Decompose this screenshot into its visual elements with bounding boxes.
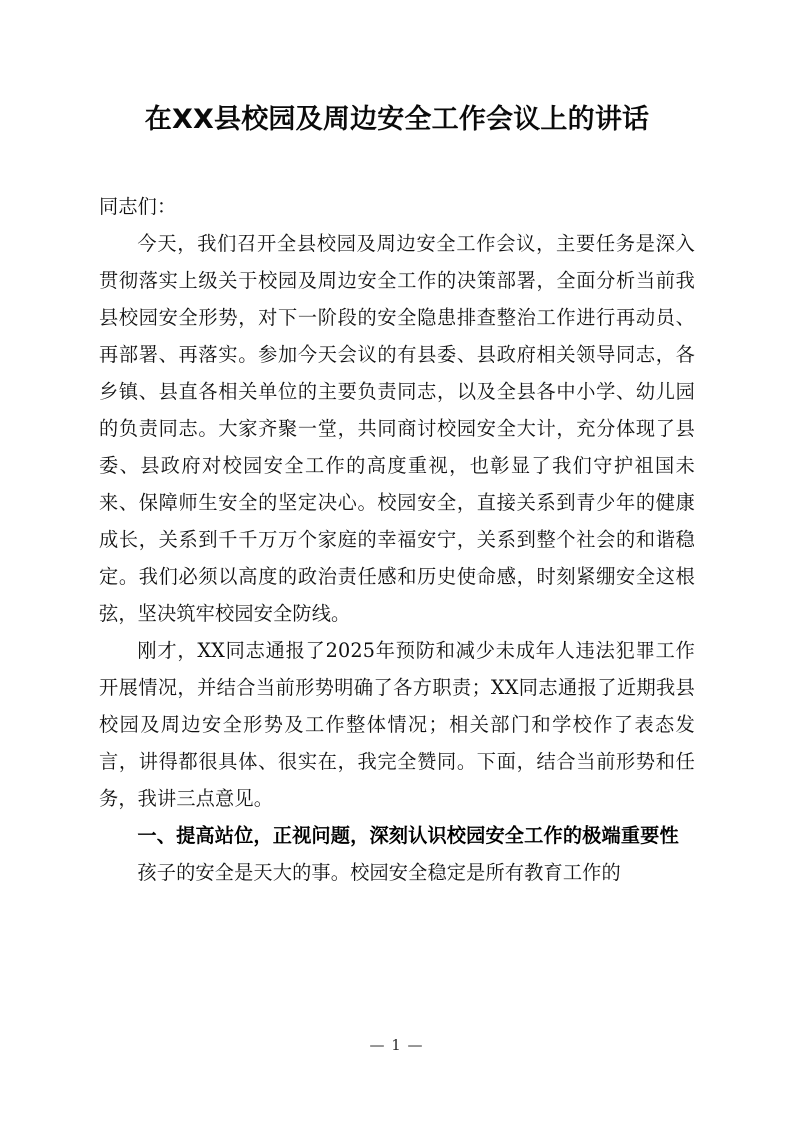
body-paragraph-3: 孩子的安全是天大的事。校园安全稳定是所有教育工作的 <box>137 861 621 884</box>
body-paragraph-1: 今天，我们召开全县校园及周边安全工作会议，主要任务是深入贯彻落实上级关于校园及周边安全工作的决策部署，全面分析当前我县校园安全形势，对下一阶段的安全隐患排查整治工作进行再动员、再部署、再落实。参加今天会议的有县委、县政府相关领导同志，各乡镇、县直各相关单位的主要负责同志，以及全县各中小学、幼儿园的负责同志。大家齐聚一堂，共同商讨校园安全大计，充分体现了县委、县政府对校园安全工作的高度重视，也彰显了我们守护祖国未来、保障师生安全的坚定决心。校园安全，直接关系到青少年的健康成长，关系到千千万万个家庭的幸福安宁，关系到整个社会的和谐稳定。我们必须以高度的政治责任感和历史使命感，时刻紧绷安全这根弦，坚决筑牢校园安全防线。 <box>99 232 695 625</box>
salutation: 同志们： <box>99 195 177 218</box>
title-spacer <box>99 142 695 188</box>
section-heading-1: 一、提高站位，正视问题，深刻认识校园安全工作的极端重要性 <box>137 824 679 847</box>
document-body <box>99 100 695 1020</box>
page-number-footer: — 1 — <box>369 1036 424 1054</box>
body-paragraph-2: 刚才，XX同志通报了2025年预防和减少未成年人违法犯罪工作开展情况，并结合当前形势明确了各方职责；XX同志通报了近期我县校园及周边安全形势及工作整体情况；相关部门和学校作了表态发言，讲得都很具体、很实在，我完全赞同。下面，结合当前形势和任务，我讲三点意见。 <box>99 639 695 810</box>
page-title: 在XX县校园及周边安全工作会议上的讲话 <box>144 104 650 135</box>
